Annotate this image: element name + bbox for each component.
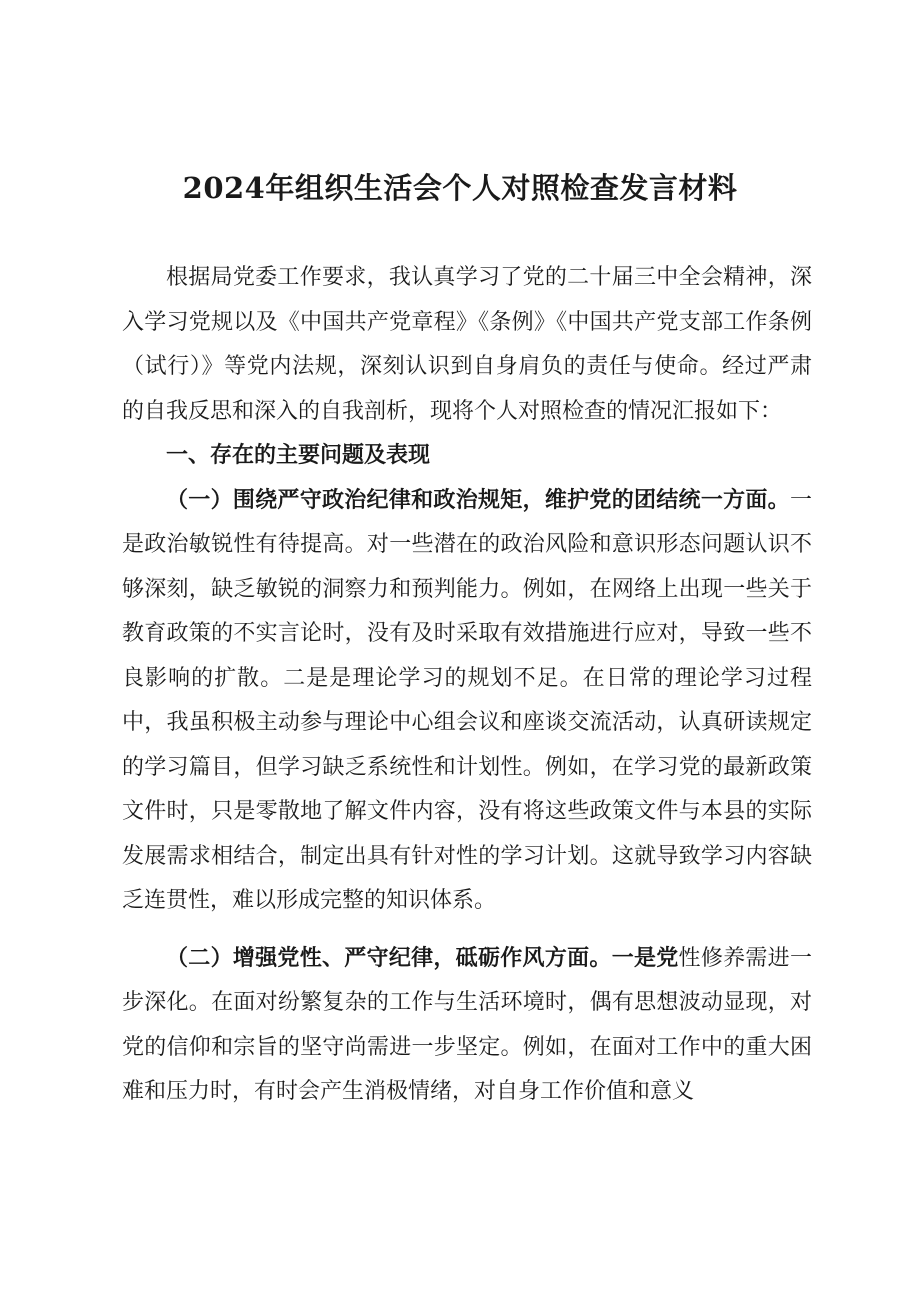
- item-2-text: 性修养需进一步深化。在面对纷繁复杂的工作与生活环境时，偶有思想波动显现，对党的信仰和宗旨的坚守尚需进一步坚定。例如，在面对工作中的重大困难和压力时，有时会产生消极情绪，对自身工作价值和意义: [122, 945, 812, 1104]
- item-2-heading: （二）增强党性、严守纪律，砥砺作风方面。: [166, 945, 612, 971]
- item-2-lead: 一是党: [611, 945, 679, 971]
- item-1-heading: （一）围绕严守政治纪律和政治规矩，维护党的团结统一方面。: [166, 487, 790, 513]
- item-2-paragraph: [122, 937, 812, 1115]
- item-1-paragraph: [122, 479, 812, 924]
- item-1-text: 一是政治敏锐性有待提高。对一些潜在的政治风险和意识形态问题认识不够深刻，缺乏敏锐的洞察力和预判能力。例如，在网络上出现一些关于教育政策的不实言论时，没有及时采取有效措施进行应对，导致一些不良影响的扩散。二是是理论学习的规划不足。在日常的理论学习过程中，我虽积极主动参与理论中心组会议和座谈交流活动，认真研读规定的学习篇目，但学习缺乏系统性和计划性。例如，在学习党的最新政策文件时，只是零散地了解文件内容，没有将这些政策文件与本县的实际发展需求相结合，制定出具有针对性的学习计划。这就导致学习内容缺乏连贯性，难以形成完整的知识体系。: [122, 487, 812, 913]
- section-heading: 一、存在的主要问题及表现: [166, 443, 431, 468]
- document-title: 2024年组织生活会个人对照检查发言材料: [182, 171, 738, 205]
- intro-paragraph: 根据局党委工作要求，我认真学习了党的二十届三中全会精神，深入学习党规以及《中国共产党章程》《条例》《中国共产党支部工作条例（试行）》等党内法规，深刻认识到自身肩负的责任与使命。经过严肃的自我反思和深入的自我剖析，现将个人对照检查的情况汇报如下：: [122, 265, 812, 424]
- document-body: [122, 256, 812, 1115]
